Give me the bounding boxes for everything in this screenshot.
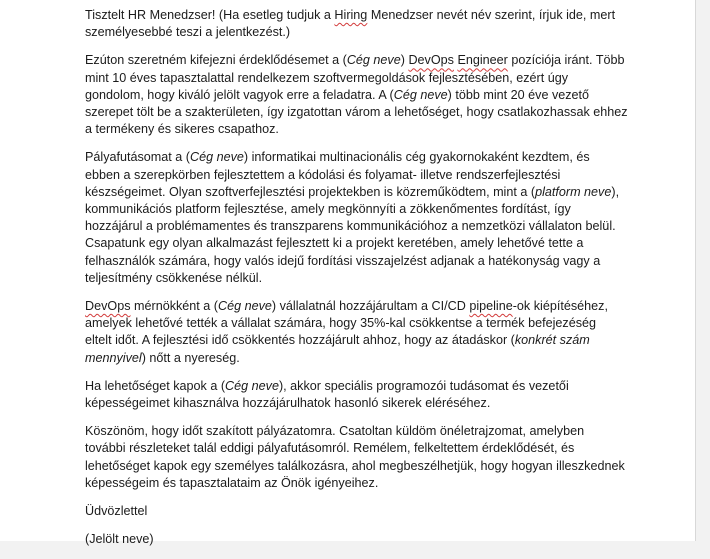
opportunity-line: képességeimet kihasználva hozzájárulhatok hasonló sikerek eléréséhez. xyxy=(85,396,491,411)
signature-text: (Jelölt neve) xyxy=(85,532,154,547)
opportunity-line: Ha lehetőséget kapok a (Cég neve), akkor speciális programozói tudásomat és vezetői xyxy=(85,378,569,393)
devops-line: amelyek lehetővé tették a vállalat számára, hogy 35%-kal csökkentse a termék befejezéség xyxy=(85,316,597,331)
signature-line[interactable] xyxy=(85,531,630,548)
intro-paragraph[interactable] xyxy=(85,52,630,138)
thanks-line: Köszönöm, hogy időt szakított pályázatomra. Csatoltan küldöm önéletrajzomat, amelyben xyxy=(85,424,585,439)
career-line: teljesítmény csökkenése nélkül. xyxy=(85,270,263,285)
greeting-line: személyesebbé teszi a jelentkezést.) xyxy=(85,25,291,40)
opportunity-paragraph[interactable] xyxy=(85,378,630,412)
career-line: kommunikációs platform fejlesztése, amely megkönnyíti a zökkenőmentes fordítást, így xyxy=(85,202,571,217)
greeting-paragraph[interactable] xyxy=(85,7,630,41)
career-line: felhasználók számára, hogy valós idejű fordítási visszajelzést adjanak a hatékonyság vagy a xyxy=(85,253,601,268)
thanks-line: további részleteket talál eddigi pályafutásomról. Remélem, felkeltettem érdeklődését, és xyxy=(85,441,575,456)
career-line: Csapatunk egy olyan alkalmazást fejlesztett ki a projekt keretében, amely lehetővé tette a xyxy=(85,236,584,251)
devops-line: DevOps mérnökként a (Cég neve) vállalatnál hozzájárultam a CI/CD pipeline-ok kiépítéséhez, xyxy=(85,299,608,314)
intro-line: mint 10 éves tapasztalattal rendelkezem szoftvermegoldások fejlesztésében, ezért úgy xyxy=(85,70,569,85)
letter-body[interactable] xyxy=(85,7,630,559)
page-edge xyxy=(695,0,696,541)
intro-line: a termékeny és sikeres csapathoz. xyxy=(85,122,279,137)
thanks-line: lehetőséget kapok egy személyes találkozásra, ahol megbeszélhetjük, hogy hogyan illeszkednek xyxy=(85,458,625,473)
intro-line: szerepet tölt be a szakterületen, így izgatottan várom a lehetőséget, hogy csatlakozhassak ehhez xyxy=(85,105,628,120)
career-line: hozzájárul a problémamentes és transzparens kommunikációhoz a nemzetközi vállalaton belül. xyxy=(85,219,616,234)
thanks-line: képességeim és tapasztalataim az Önök igényeihez. xyxy=(85,475,379,490)
career-line: készségeimet. Olyan szoftverfejlesztési projektekben is közreműködtem, mint a (platform neve), xyxy=(85,184,620,199)
intro-line: gondolom, hogy kiváló jelölt vagyok erre a feladatra. A (Cég neve) több mint 20 éve vezető xyxy=(85,87,590,102)
thanks-paragraph[interactable] xyxy=(85,423,630,492)
devops-line: eltelt időt. A fejlesztési idő csökkentés hozzájárult ahhoz, hogy az átadáskor (konkrét szám xyxy=(85,333,590,348)
intro-line: Ezúton szeretném kifejezni érdeklődésemet a (Cég neve) DevOps Engineer pozíciója iránt. Több xyxy=(85,53,625,68)
career-line: ebben a szerepkörben fejlesztettem a kódolási és folyamat- illetve rendszerfejlesztési xyxy=(85,167,561,182)
career-paragraph[interactable] xyxy=(85,149,630,287)
greeting-line: Tisztelt HR Menedzser! (Ha esetleg tudjuk a Hiring Menedzser nevét név szerint, írjuk ide, mert xyxy=(85,8,616,22)
devops-line: mennyivel) nőtt a nyereség. xyxy=(85,350,240,365)
closing-text: Üdvözlettel xyxy=(85,504,148,519)
devops-paragraph[interactable] xyxy=(85,298,630,367)
career-line: Pályafutásomat a (Cég neve) informatikai multinacionális cég gyakornokaként kezdtem, és xyxy=(85,150,590,165)
closing-line[interactable] xyxy=(85,503,630,520)
